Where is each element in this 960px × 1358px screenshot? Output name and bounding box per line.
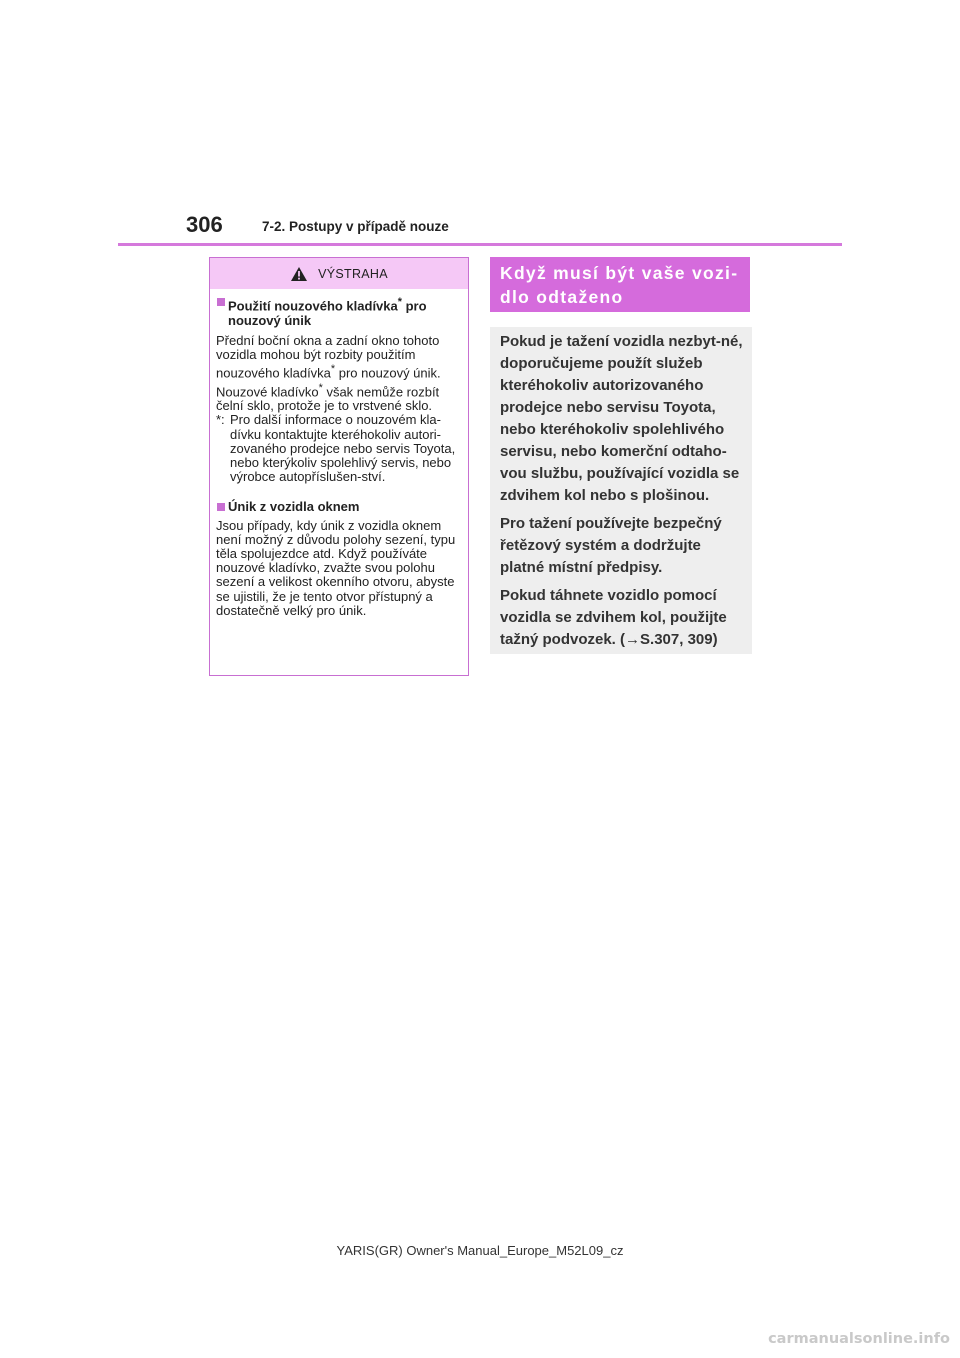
info-box: [490, 327, 752, 654]
info-paragraph: Pokud táhnete vozidlo pomocí vozidla se zdvihem kol, použijte tažný podvozek. (→S.307, 309): [500, 587, 727, 648]
heading-text: Únik z vozidla oknem: [228, 499, 360, 515]
header-rule: [118, 243, 842, 246]
heading-text: Použití nouzového kladívka: [228, 298, 398, 314]
footnote-star: *: [397, 296, 402, 308]
section-title: 7-2. Postupy v případě nouze: [262, 219, 449, 234]
footnote: [216, 413, 462, 484]
warning-item-heading: [216, 295, 462, 328]
topic-header: [490, 257, 750, 312]
warning-paragraph: Přední boční okna a zadní okno tohoto vozidla mohou být rozbity použitím nouzového kladívka* pro nouzový únik. Nouzové kladívko* však nemůže rozbít čelní sklo, protože je to vrstvené sklo.: [216, 332, 441, 414]
warning-box: [209, 257, 469, 676]
warning-title: VÝSTRAHA: [318, 266, 388, 281]
square-bullet-icon: [216, 500, 228, 514]
page-number: 306: [186, 212, 223, 237]
warning-triangle-icon: [290, 266, 308, 282]
footnote-mark: *:: [216, 412, 225, 428]
warning-item-heading: [216, 500, 462, 514]
warning-paragraph: Jsou případy, kdy únik z vozidla oknem není možný z důvodu polohy sezení, typu těla spolujezdce atd. Když používáte nouzové kladívko, zvažte svou polohu sezení a velikost okenního otvoru, abyste se ujistili, že je tento otvor přístupný a dostatečně velký pro únik.: [216, 517, 456, 618]
footnote-star: *: [318, 381, 323, 394]
heading-text: pro: [401, 298, 427, 314]
arrow-right-icon: →: [625, 631, 641, 648]
square-bullet-icon: [216, 295, 228, 328]
footnote-text: Pro další informace o nouzovém kla-dívku kontaktujte kteréhokoliv autori-zovaného prodejce nebo servis Toyota, nebo kterýkoliv spolehlivý servis, nebo výrobce autopříslušen-ství.: [230, 412, 456, 485]
topic-title-line: dlo odtaženo: [500, 287, 624, 307]
info-paragraph: Pro tažení používejte bezpečný řetězový systém a dodržujte platné místní předpisy.: [500, 515, 722, 576]
footnote-star: *: [330, 363, 336, 376]
info-paragraph: Pokud je tažení vozidla nezbyt-né, doporučujeme použít služeb kteréhokoliv autorizovaného prodejce nebo servisu Toyota, nebo kteréhokoliv spolehlivého servisu, nebo komerční odtaho-vou službu, používající vozidla se zdvihem kol nebo s plošinou.: [500, 333, 743, 504]
footer: YARIS(GR) Owner's Manual_Europe_M52L09_cz: [336, 1243, 624, 1258]
heading-text: nouzový únik: [228, 312, 312, 328]
warning-body: [210, 289, 468, 618]
watermark: carmanualsonline.info: [768, 1331, 950, 1347]
warning-header: [210, 258, 468, 289]
topic-title-line: Když musí být vaše vozi-: [500, 263, 739, 283]
